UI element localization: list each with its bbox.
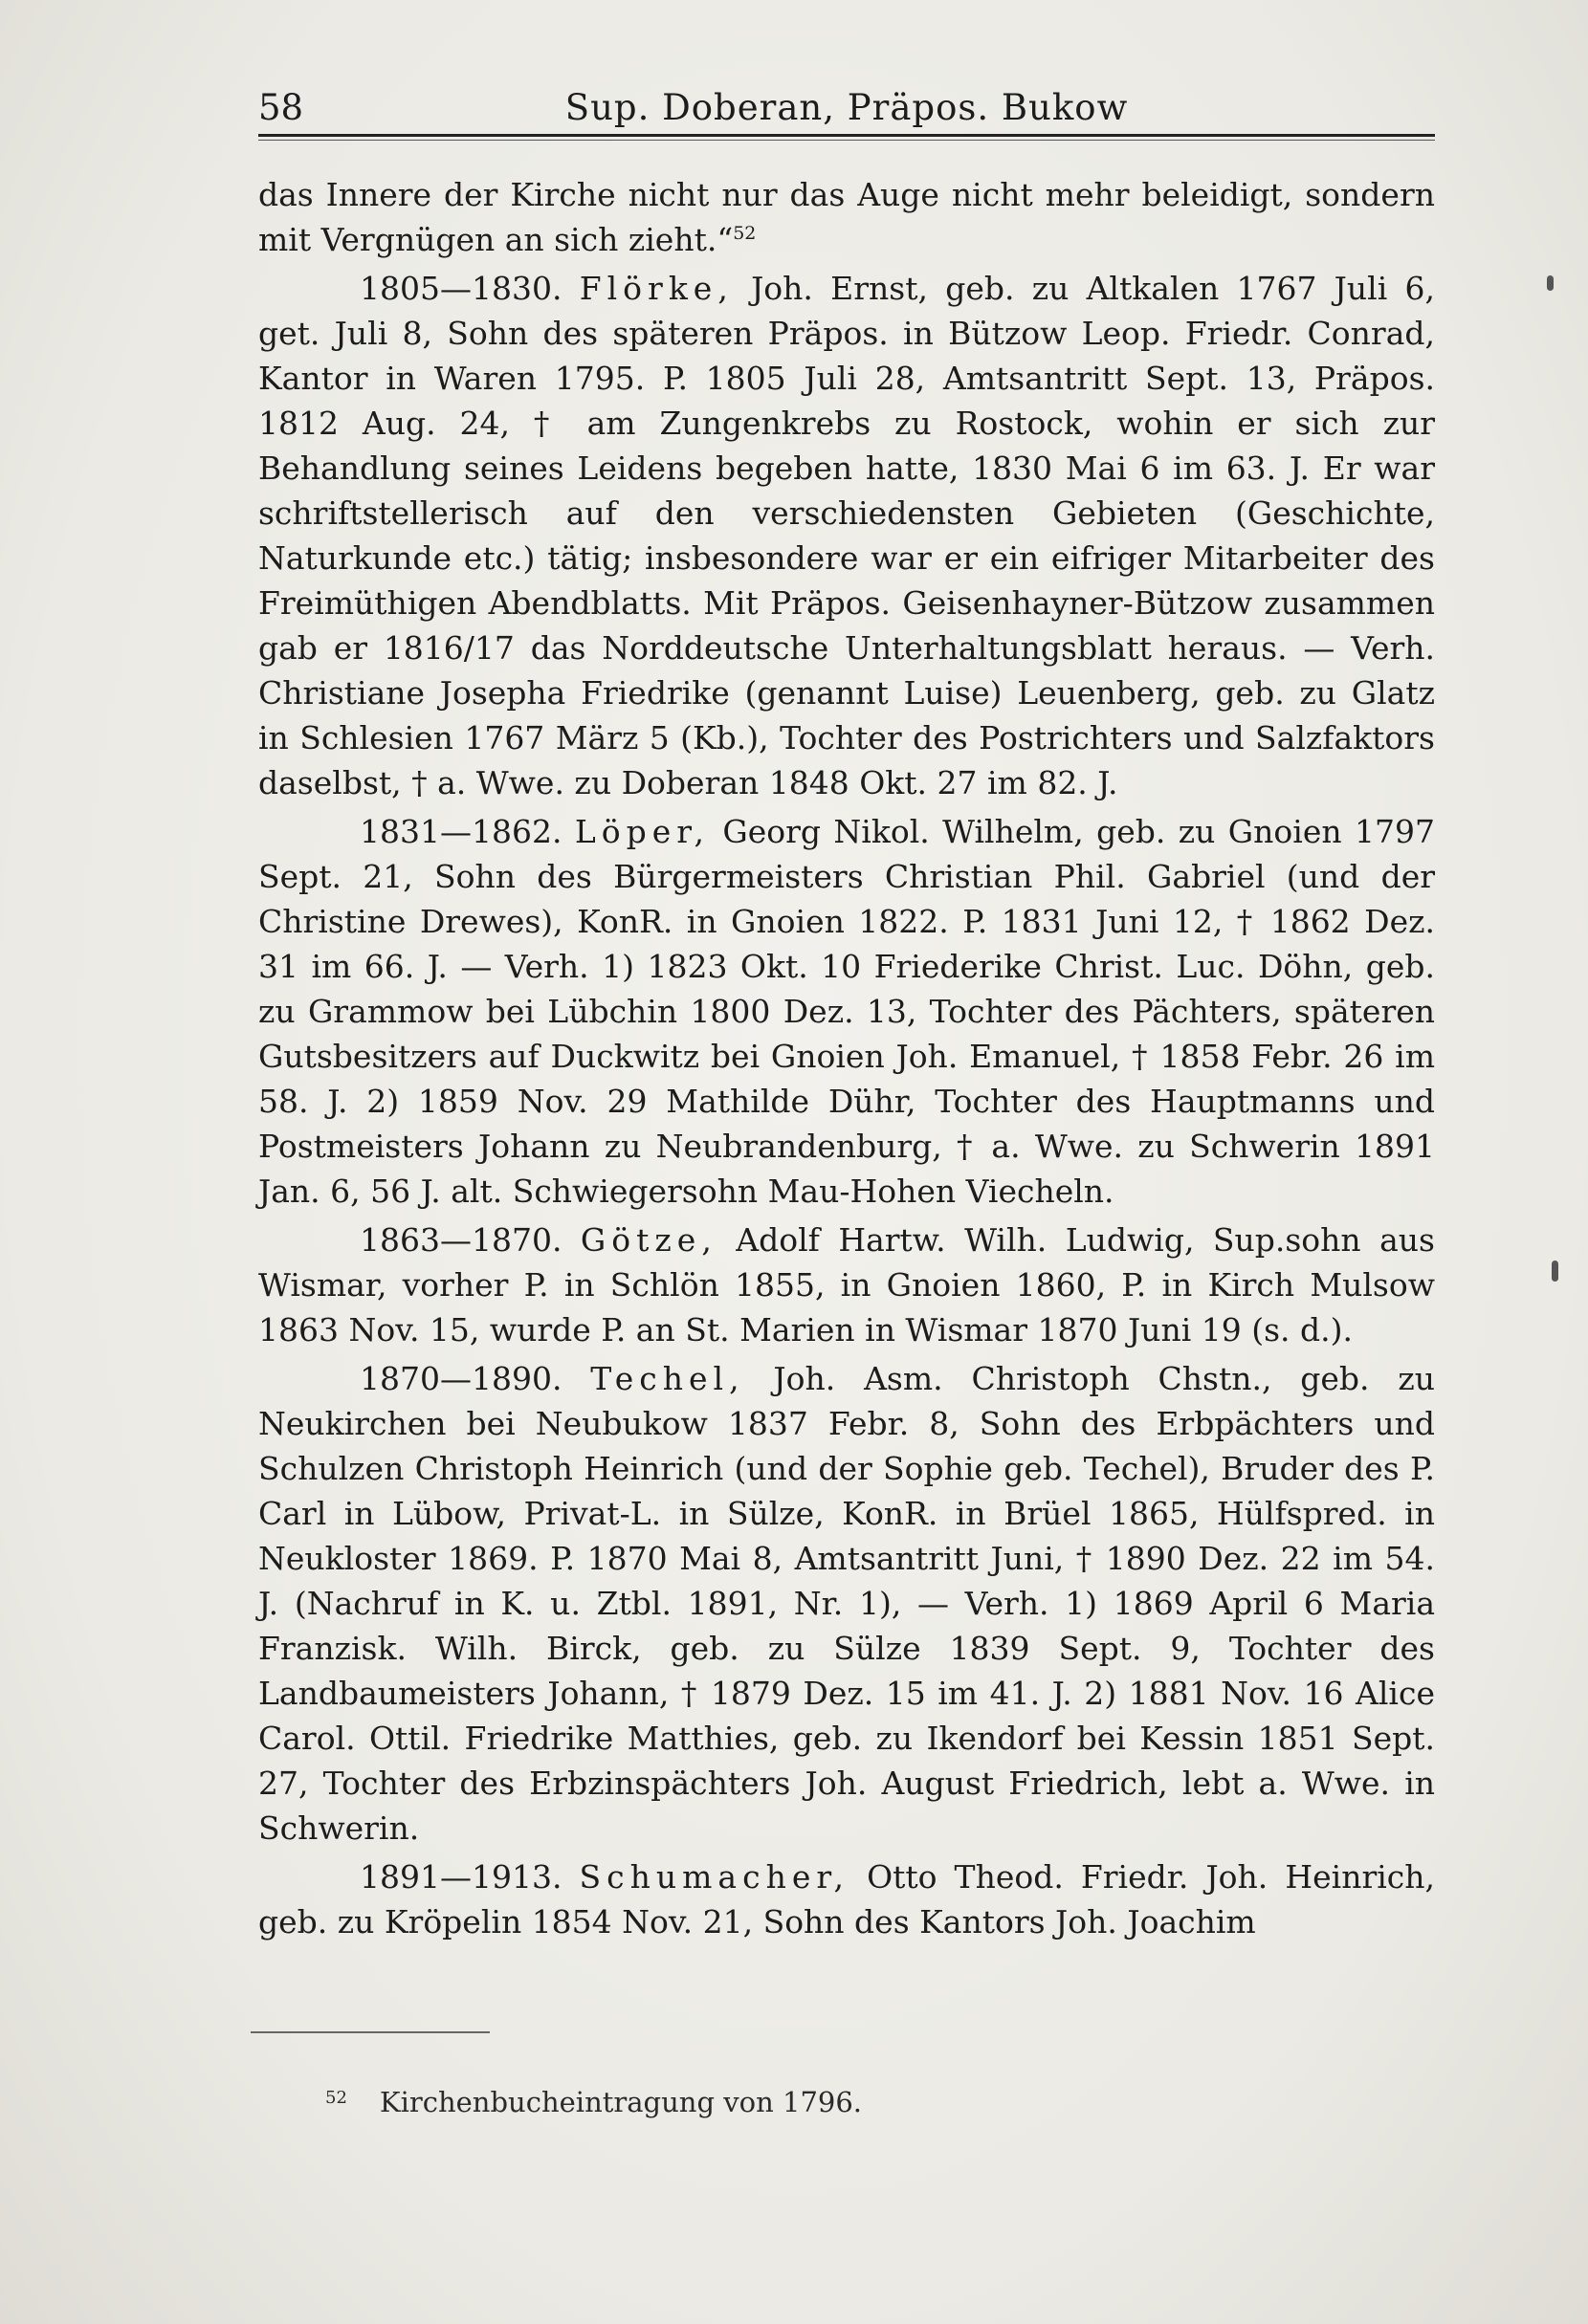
entry-years: 1870—1890. xyxy=(360,1360,562,1397)
entry-years: 1891—1913. xyxy=(360,1858,562,1896)
entry-name: Techel, xyxy=(590,1360,745,1397)
entry-text: Georg Nikol. Wilhelm, geb. zu Gnoien 1797 Sept. 21, Sohn des Bürgermeisters Christian Phil. Gabriel (und der Christine Drewes), KonR. in Gnoien 1822. P. 1831 Juni 12, † 1862 Dez. 31 im 66. J. — Verh. 1) 1823 Okt. 10 Friederike Christ. Luc. Döhn, geb. zu Grammow bei Lübchin 1800 Dez. 13, Tochter des Pächters, späteren Gutsbesitzers auf Duckwitz bei Gnoien Joh. Emanuel, † 1858 Febr. 26 im 58. J. 2) 1859 Nov. 29 Mathilde Dühr, Tochter des Hauptmanns und Postmeisters Johann zu Neubrandenburg, † a. Wwe. zu Schwerin 1891 Jan. 6, 56 J. alt. Schwiegersohn Mau-Hohen Viecheln. xyxy=(258,813,1435,1210)
footnote-number: 52 xyxy=(325,2088,347,2108)
footnote-reference: 52 xyxy=(733,223,757,244)
entry-name: Löper, xyxy=(574,813,710,850)
footnote-rule xyxy=(251,2031,490,2033)
entry-years: 1831—1862. xyxy=(360,813,562,850)
header-rule xyxy=(258,134,1435,137)
header-title: Sup. Doberan, Präpos. Bukow xyxy=(564,87,1129,128)
entry-paragraph xyxy=(258,1854,1435,1944)
entry-paragraph xyxy=(258,809,1435,1214)
entry-paragraph xyxy=(258,1356,1435,1851)
header-rule-thin xyxy=(258,140,1435,141)
entry-name: Flörke, xyxy=(579,270,734,307)
paragraph-continuation xyxy=(258,172,1435,262)
paragraph-text: das Innere der Kirche nicht nur das Auge nicht mehr beleidigt, sondern mit Vergnügen an sich zieht.“ xyxy=(258,176,1435,258)
entry-years: 1863—1870. xyxy=(360,1221,562,1259)
scan-mark xyxy=(1547,275,1554,291)
running-header xyxy=(258,84,1435,132)
entry-text: Adolf Hartw. Wilh. Ludwig, Sup.sohn aus Wismar, vorher P. in Schlön 1855, in Gnoien 1860, P. in Kirch Mulsow 1863 Nov. 15, wurde P. an St. Marien in Wismar 1870 Juni 19 (s. d.). xyxy=(258,1221,1435,1348)
entry-name: Götze, xyxy=(580,1221,717,1259)
scan-mark xyxy=(1552,1261,1558,1282)
page-number: 58 xyxy=(258,87,304,128)
entry-years: 1805—1830. xyxy=(360,270,562,307)
entry-text: Otto Theod. Friedr. Joh. Heinrich, geb. zu Kröpelin 1854 Nov. 21, Sohn des Kantors Joh. Joachim xyxy=(258,1858,1435,1940)
entry-text: Joh. Ernst, geb. zu Altkalen 1767 Juli 6, get. Juli 8, Sohn des späteren Präpos. in Bützow Leop. Friedr. Conrad, Kantor in Waren 1795. P. 1805 Juli 28, Amtsantritt Sept. 13, Präpos. 1812 Aug. 24, † am Zungenkrebs zu Rostock, wohin er sich zur Behandlung seines Leidens begeben hatte, 1830 Mai 6 im 63. J. Er war schriftstellerisch auf den verschiedensten Gebieten (Geschichte, Naturkunde etc.) tätig; insbesondere war er ein eifriger Mitarbeiter des Freimüthigen Abendblatts. Mit Präpos. Geisenhayner-Bützow zusammen gab er 1816/17 das Norddeutsche Unterhaltungsblatt heraus. — Verh. Christiane Josepha Friedrike (genannt Luise) Leuenberg, geb. zu Glatz in Schlesien 1767 März 5 (Kb.), Tochter des Postrichters und Salzfaktors daselbst, † a. Wwe. zu Doberan 1848 Okt. 27 im 82. J. xyxy=(258,270,1435,801)
footnote-text: Kirchenbucheintragung von 1796. xyxy=(379,2086,863,2118)
main-text xyxy=(258,172,1435,1948)
entry-text: Joh. Asm. Christoph Chstn., geb. zu Neukirchen bei Neubukow 1837 Febr. 8, Sohn des Erbpächters und Schulzen Christoph Heinrich (und der Sophie geb. Techel), Bruder des P. Carl in Lübow, Privat-L. in Sülze, KonR. in Brüel 1865, Hülfspred. in Neukloster 1869. P. 1870 Mai 8, Amtsantritt Juni, † 1890 Dez. 22 im 54. J. (Nachruf in K. u. Ztbl. 1891, Nr. 1), — Verh. 1) 1869 April 6 Maria Franzisk. Wilh. Birck, geb. zu Sülze 1839 Sept. 9, Tochter des Landbaumeisters Johann, † 1879 Dez. 15 im 41. J. 2) 1881 Nov. 16 Alice Carol. Ottil. Friedrike Matthies, geb. zu Ikendorf bei Kessin 1851 Sept. 27, Tochter des Erbzinspächters Joh. August Friedrich, lebt a. Wwe. in Schwerin. xyxy=(258,1360,1436,1847)
footnote xyxy=(325,2083,862,2121)
entry-paragraph xyxy=(258,266,1435,805)
entry-paragraph xyxy=(258,1217,1435,1352)
entry-name: Schumacher, xyxy=(579,1858,849,1896)
